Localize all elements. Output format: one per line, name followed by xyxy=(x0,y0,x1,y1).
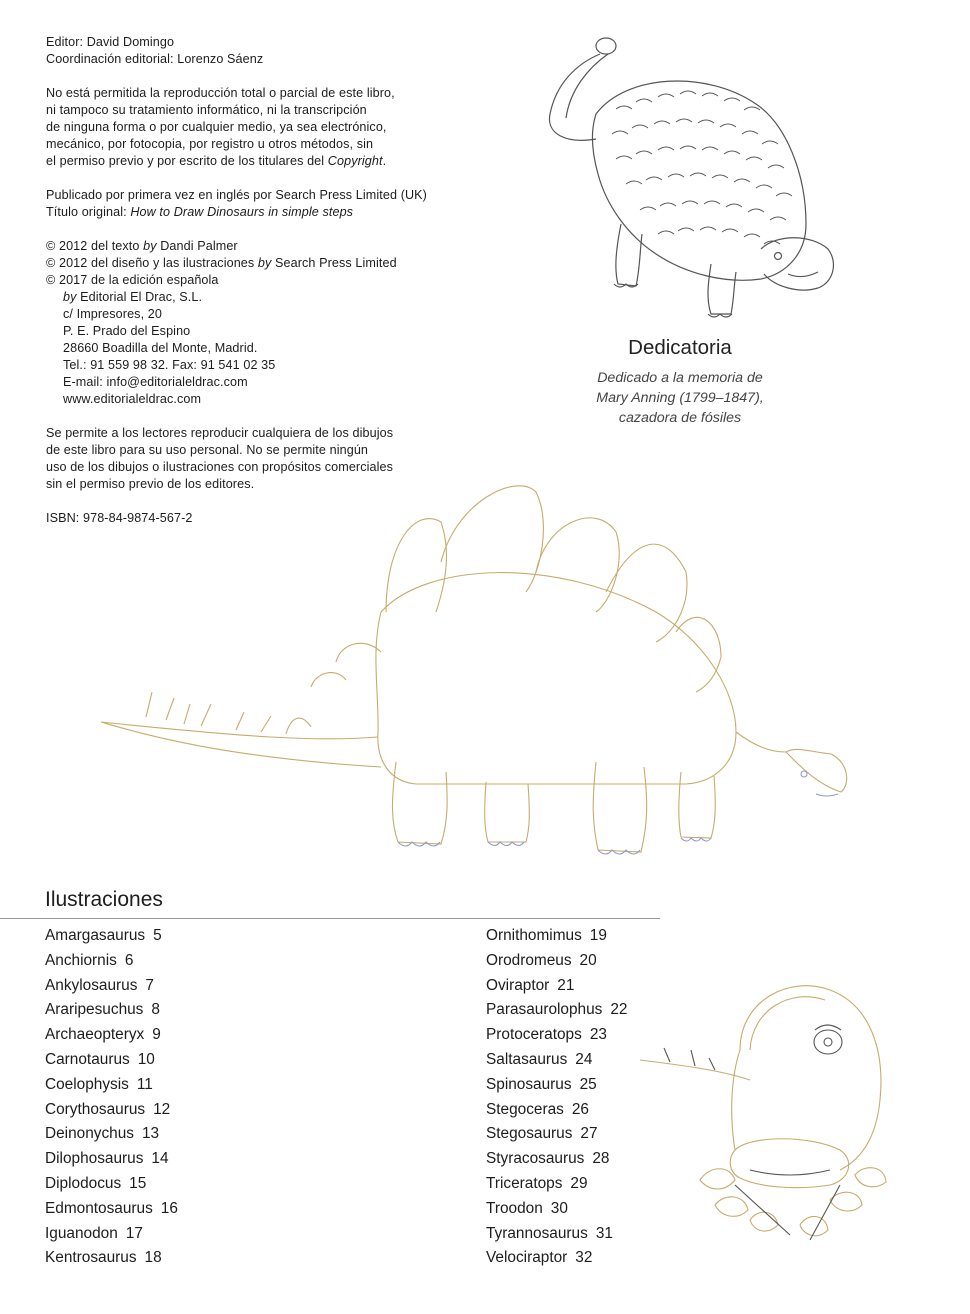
list-item xyxy=(45,1222,178,1247)
list-item xyxy=(45,1023,178,1048)
entry-page: 9 xyxy=(152,1026,161,1044)
entry-name: Ornithomimus xyxy=(486,927,582,944)
list-item xyxy=(486,1048,628,1073)
email-line: E-mail: info@editorialeldrac.com xyxy=(63,375,248,389)
entry-page: 27 xyxy=(580,1125,598,1143)
list-item xyxy=(486,974,628,999)
entry-name: Protoceratops xyxy=(486,1026,582,1044)
entry-name: Diplodocus xyxy=(45,1174,122,1192)
entry-name: Carnotaurus xyxy=(45,1050,130,1068)
entry-page: 29 xyxy=(570,1174,588,1192)
original-title: How to Draw Dinosaurs in simple steps xyxy=(130,205,354,219)
copyright-design-line xyxy=(46,255,486,272)
entry-page: 23 xyxy=(589,1026,607,1044)
phone-line: Tel.: 91 559 98 32. Fax: 91 541 02 35 xyxy=(63,358,276,372)
by-word: by xyxy=(143,239,157,253)
coordination-line: Coordinación editorial: Lorenzo Sáenz xyxy=(46,52,264,66)
rights-line-last xyxy=(46,153,486,170)
copyright-owner: Dandi Palmer xyxy=(156,239,238,253)
entry-page: 19 xyxy=(589,927,607,944)
website-line: www.editorialeldrac.com xyxy=(63,392,202,406)
list-item xyxy=(486,949,628,974)
rights-end: . xyxy=(382,154,387,168)
entry-name: Dilophosaurus xyxy=(45,1150,144,1168)
by-word: by xyxy=(257,256,272,270)
entry-page: 11 xyxy=(136,1075,153,1093)
rights-line: el permiso previo y por escrito de los titulares del xyxy=(46,154,328,168)
entry-name: Orodromeus xyxy=(486,951,572,969)
list-item xyxy=(486,1073,628,1098)
entry-name: Coelophysis xyxy=(45,1075,129,1093)
list-item xyxy=(45,1172,178,1197)
entry-page: 13 xyxy=(141,1125,160,1143)
list-item xyxy=(486,1197,628,1222)
entry-page: 17 xyxy=(125,1224,143,1242)
dedication-title: Dedicatoria xyxy=(628,336,732,359)
entry-name: Deinonychus xyxy=(45,1125,134,1143)
entry-name: Archaeopteryx xyxy=(45,1026,145,1044)
original-title-line xyxy=(46,204,486,221)
copyright-owner: Search Press Limited xyxy=(271,256,397,270)
copyright-prefix: © 2012 del texto xyxy=(46,239,144,253)
list-item xyxy=(486,1246,628,1271)
publisher-line xyxy=(46,289,486,306)
entry-page: 32 xyxy=(575,1249,593,1267)
by-word: by xyxy=(63,290,77,304)
entry-name: Parasaurolophus xyxy=(486,1001,603,1019)
entry-name: Edmontosaurus xyxy=(45,1199,153,1217)
list-item xyxy=(45,1246,178,1271)
list-item xyxy=(486,1023,628,1048)
entry-page: 14 xyxy=(151,1150,169,1168)
entry-page: 24 xyxy=(575,1050,593,1068)
entry-name: Saltasaurus xyxy=(486,1050,568,1068)
entry-page: 7 xyxy=(145,976,154,994)
entry-page: 15 xyxy=(129,1174,147,1192)
entry-name: Corythosaurus xyxy=(45,1100,146,1118)
copyright-prefix: © 2012 del diseño y las ilustraciones xyxy=(46,256,258,270)
published-line: Publicado por primera vez en inglés por Search Press Limited (UK) xyxy=(46,188,427,202)
entry-name: Amargasaurus xyxy=(45,927,146,944)
list-item xyxy=(45,998,178,1023)
entry-name: Triceratops xyxy=(486,1174,563,1192)
dedication-block xyxy=(555,336,805,428)
entry-name: Troodon xyxy=(486,1199,543,1217)
list-item xyxy=(486,1122,628,1147)
list-item xyxy=(45,1073,178,1098)
list-item xyxy=(45,1147,178,1172)
entry-page: 16 xyxy=(160,1199,178,1217)
section-divider xyxy=(0,918,660,919)
address-line: c/ Impresores, 20 xyxy=(63,307,162,321)
entry-page: 25 xyxy=(579,1075,597,1093)
entry-page: 5 xyxy=(153,927,162,944)
entry-page: 31 xyxy=(595,1224,613,1242)
ankylosaurus-illustration xyxy=(536,34,846,324)
entry-page: 21 xyxy=(557,976,575,994)
permission-line: uso de los dibujos o ilustraciones con propósitos comerciales xyxy=(46,460,394,474)
entry-page: 26 xyxy=(571,1100,589,1118)
list-item xyxy=(45,949,178,974)
list-item xyxy=(45,1122,178,1147)
dedication-line: Mary Anning (1799–1847), xyxy=(596,390,764,406)
list-item xyxy=(45,1098,178,1123)
entry-name: Oviraptor xyxy=(486,976,550,994)
illustrations-title: Ilustraciones xyxy=(45,888,163,911)
entry-name: Anchiornis xyxy=(45,951,117,969)
list-item xyxy=(486,998,628,1023)
list-item xyxy=(486,1098,628,1123)
original-title-label: Título original: xyxy=(46,205,131,219)
stegosaurus-sketch xyxy=(96,462,856,872)
rights-line: de ninguna forma o por cualquier medio, ya sea electrónico, xyxy=(46,120,387,134)
entry-name: Iguanodon xyxy=(45,1224,118,1242)
entry-page: 18 xyxy=(144,1249,162,1267)
entry-name: Velociraptor xyxy=(486,1249,568,1267)
copyright-edition-line: © 2017 de la edición española xyxy=(46,273,219,287)
list-item xyxy=(486,1147,628,1172)
illustrations-list-column-1 xyxy=(45,924,178,1271)
stegoceras-sketch xyxy=(640,960,920,1260)
entry-page: 8 xyxy=(151,1001,160,1019)
entry-name: Kentrosaurus xyxy=(45,1249,137,1267)
address-line: 28660 Boadilla del Monte, Madrid. xyxy=(63,341,258,355)
entry-name: Ankylosaurus xyxy=(45,976,138,994)
entry-name: Tyrannosaurus xyxy=(486,1224,588,1242)
entry-page: 20 xyxy=(579,951,597,969)
list-item xyxy=(45,974,178,999)
entry-name: Araripesuchus xyxy=(45,1001,144,1019)
address-line: P. E. Prado del Espino xyxy=(63,324,191,338)
dedication-line: Dedicado a la memoria de xyxy=(597,370,763,386)
isbn-line: ISBN: 978-84-9874-567-2 xyxy=(46,511,193,525)
permission-line: sin el permiso previo de los editores. xyxy=(46,477,255,491)
entry-name: Spinosaurus xyxy=(486,1075,572,1093)
entry-page: 22 xyxy=(610,1001,628,1019)
illustrations-list-column-2 xyxy=(486,924,628,1271)
entry-name: Stegosaurus xyxy=(486,1125,573,1143)
list-item xyxy=(486,1222,628,1247)
copyright-text-line xyxy=(46,238,486,255)
entry-page: 12 xyxy=(153,1100,171,1118)
list-item xyxy=(45,1048,178,1073)
list-item xyxy=(45,924,178,949)
dedication-line: cazadora de fósiles xyxy=(618,410,742,426)
list-item xyxy=(486,1172,628,1197)
copyright-word: Copyright xyxy=(327,154,383,168)
entry-page: 28 xyxy=(592,1150,610,1168)
entry-name: Styracosaurus xyxy=(486,1150,585,1168)
permission-line: Se permite a los lectores reproducir cualquiera de los dibujos xyxy=(46,426,394,440)
permission-line: de este libro para su uso personal. No se permite ningún xyxy=(46,443,369,457)
rights-line: No está permitida la reproducción total o parcial de este libro, xyxy=(46,86,395,100)
entry-name: Stegoceras xyxy=(486,1100,564,1118)
entry-page: 30 xyxy=(550,1199,568,1217)
list-item xyxy=(45,1197,178,1222)
entry-page: 10 xyxy=(137,1050,155,1068)
credits-block xyxy=(46,34,486,527)
publisher-name: Editorial El Drac, S.L. xyxy=(76,290,203,304)
rights-line: ni tampoco su tratamiento informático, ni la transcripción xyxy=(46,103,367,117)
entry-page: 6 xyxy=(124,951,134,969)
rights-line: mecánico, por fotocopia, por registro u otros métodos, sin xyxy=(46,137,374,151)
list-item xyxy=(486,924,628,949)
editor-line: Editor: David Domingo xyxy=(46,35,175,49)
